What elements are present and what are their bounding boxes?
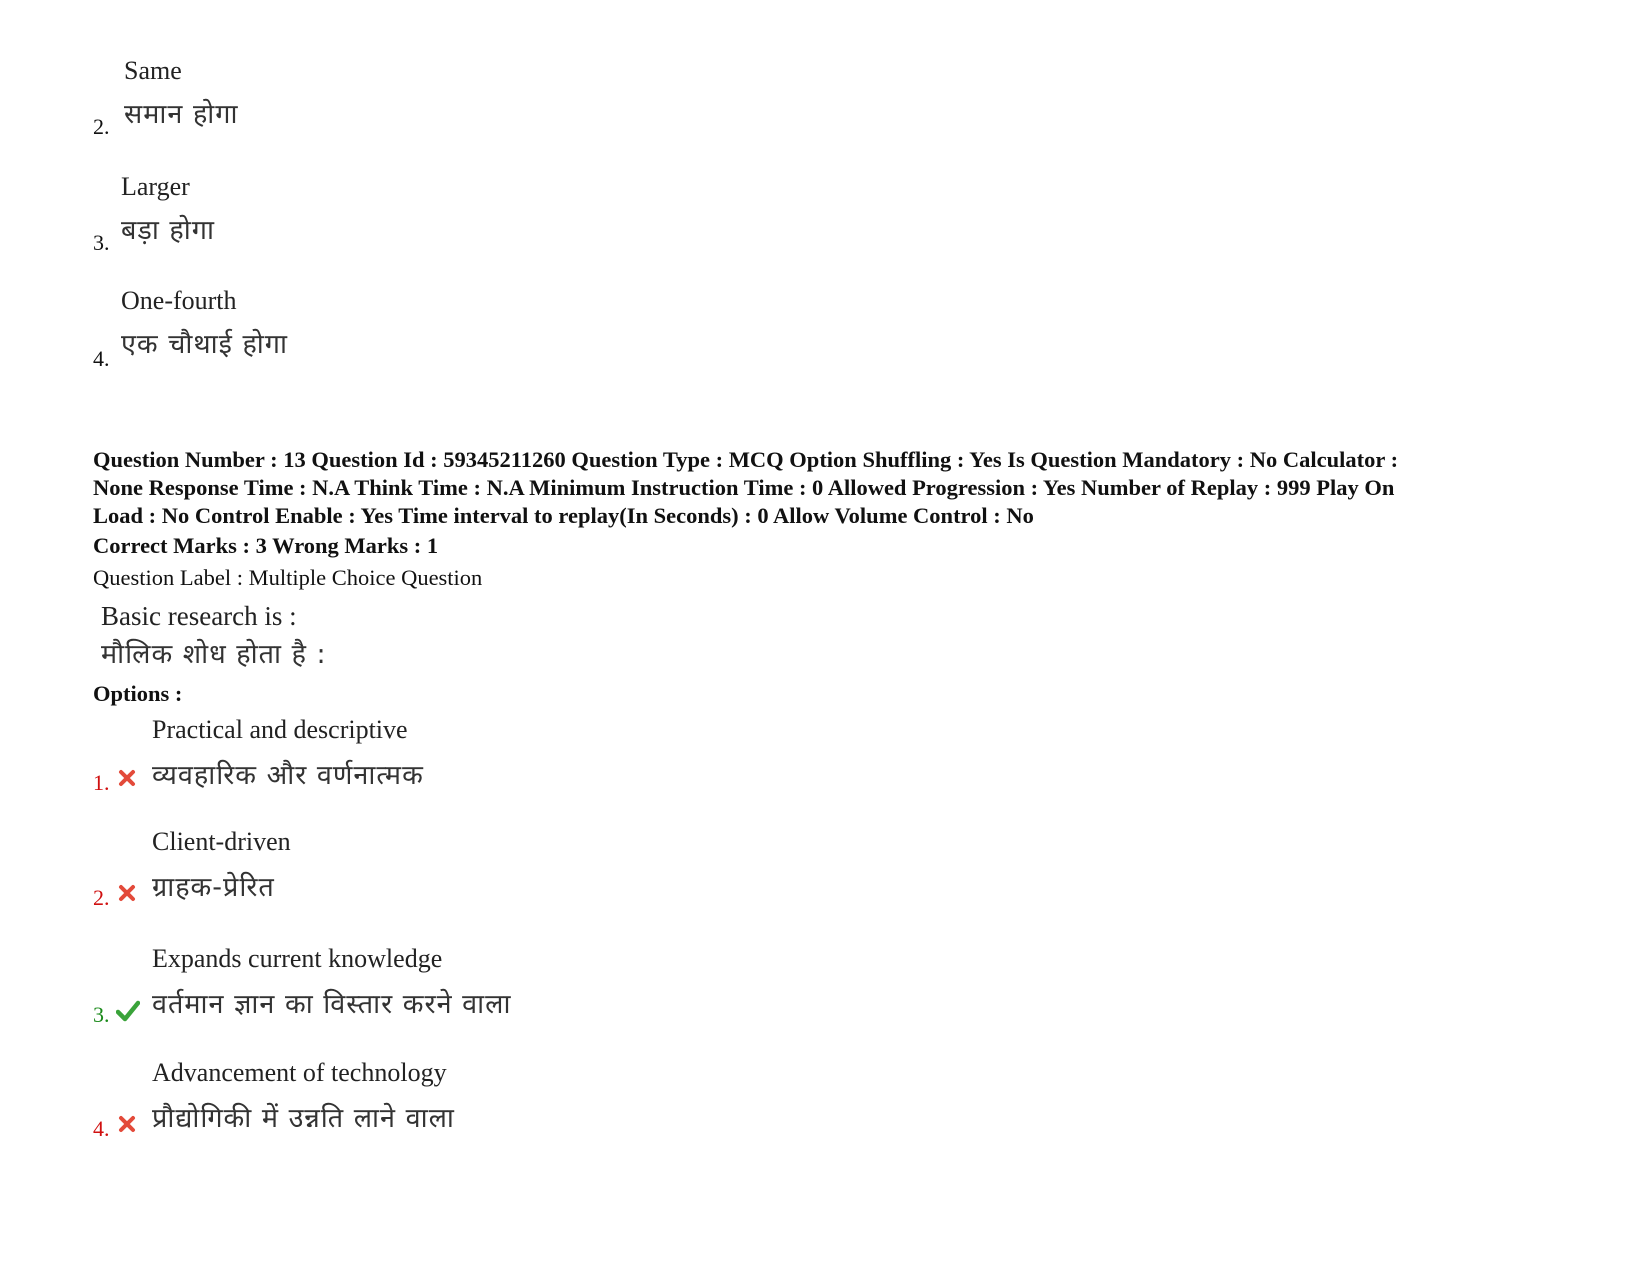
option-text-hi: बड़ा होगा bbox=[121, 215, 215, 246]
option-text-en: Expands current knowledge bbox=[152, 944, 443, 973]
option-number: 4. bbox=[93, 346, 110, 371]
option-number: 2. bbox=[93, 885, 110, 910]
option-text-hi: वर्तमान ज्ञान का विस्तार करने वाला bbox=[152, 989, 512, 1020]
option-text-en: Practical and descriptive bbox=[152, 715, 408, 744]
meta-line: Question Number : 13 Question Id : 59345211260 Question Type : MCQ Option Shuffling : Yes Is Question Mandatory : No Calculator : bbox=[93, 447, 1399, 472]
option-text-en: One-fourth bbox=[121, 286, 237, 315]
question-text-hi: मौलिक शोध होता है : bbox=[101, 639, 327, 670]
option-text-hi: समान होगा bbox=[124, 99, 239, 130]
option-number: 3. bbox=[93, 1002, 110, 1027]
question-marks: Correct Marks : 3 Wrong Marks : 1 bbox=[93, 533, 439, 558]
wrong-cross-icon bbox=[117, 1114, 137, 1134]
question-meta bbox=[93, 446, 1573, 530]
option-text-hi: ग्राहक-प्रेरित bbox=[152, 872, 275, 903]
option-number: 2. bbox=[93, 114, 110, 139]
option-text-hi: प्रौद्योगिकी में उन्नति लाने वाला bbox=[152, 1103, 455, 1134]
option-number: 3. bbox=[93, 230, 110, 255]
wrong-cross-icon bbox=[117, 768, 137, 788]
option-text-en: Larger bbox=[121, 172, 190, 201]
question-label: Question Label : Multiple Choice Question bbox=[93, 565, 483, 590]
wrong-cross-icon bbox=[117, 883, 137, 903]
option-text-en: Advancement of technology bbox=[152, 1058, 447, 1087]
option-text-en: Same bbox=[124, 56, 182, 85]
correct-check-icon bbox=[116, 1000, 140, 1022]
meta-line: Load : No Control Enable : Yes Time interval to replay(In Seconds) : 0 Allow Volume Control : No bbox=[93, 503, 1034, 528]
meta-line: None Response Time : N.A Think Time : N.A Minimum Instruction Time : 0 Allowed Progression : Yes Number of Replay : 999 Play On bbox=[93, 475, 1395, 500]
question-text-en: Basic research is : bbox=[101, 601, 297, 631]
option-text-hi: एक चौथाई होगा bbox=[121, 329, 288, 360]
option-text-en: Client-driven bbox=[152, 827, 291, 856]
option-text-hi: व्यवहारिक और वर्णनात्मक bbox=[152, 760, 424, 791]
option-number: 4. bbox=[93, 1116, 110, 1141]
options-heading: Options : bbox=[93, 681, 183, 706]
option-number: 1. bbox=[93, 770, 110, 795]
